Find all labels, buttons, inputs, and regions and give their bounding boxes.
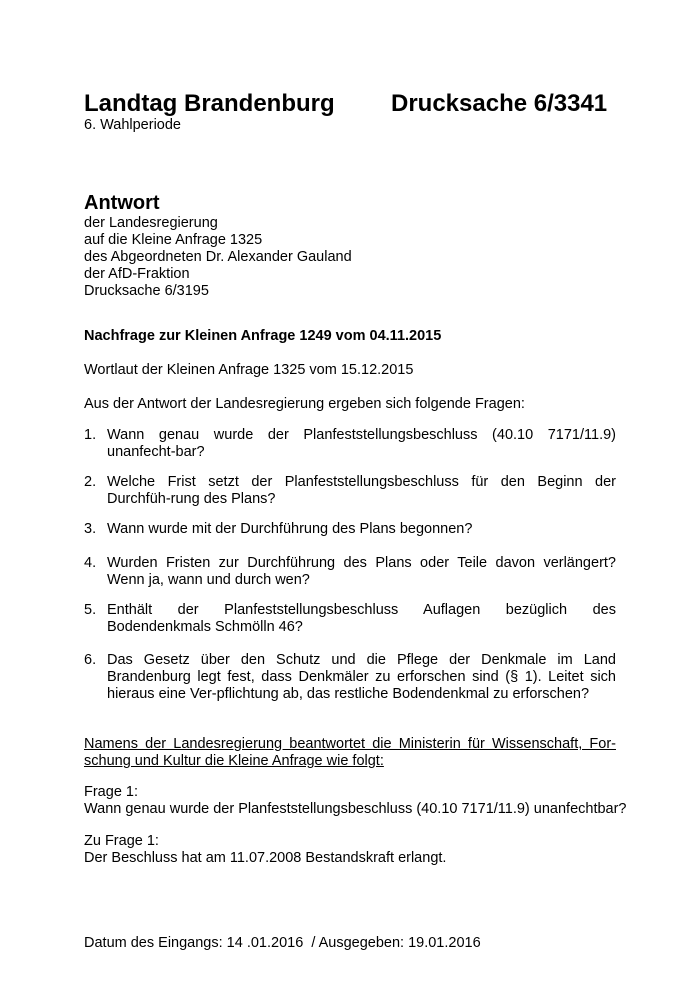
list-item xyxy=(84,521,616,538)
list-item-number: 6. xyxy=(84,652,97,668)
answer-line: des Abgeordneten Dr. Alexander Gauland xyxy=(84,249,352,265)
list-item-number: 4. xyxy=(84,555,97,571)
drucksache-number: Drucksache 6/3341 xyxy=(391,90,608,117)
zu-frage-1-text: Der Beschluss hat am 11.07.2008 Bestandskraft erlangt. xyxy=(84,850,447,866)
list-item-number: 3. xyxy=(84,521,97,537)
frage-1-label: Frage 1: xyxy=(84,784,138,800)
wording-intro: Wortlaut der Kleinen Anfrage 1325 vom 15.12.2015 xyxy=(84,362,414,378)
answer-intro: Namens der Landesregierung beantwortet die Ministerin für Wissenschaft, For-schung und Kultur die Kleine Anfrage wie folgt: xyxy=(84,736,616,769)
footer-dates: Datum des Eingangs: 14 .01.2016 / Ausgegeben: 19.01.2016 xyxy=(84,935,481,951)
list-item-text: Wurden Fristen zur Durchführung des Plans oder Teile davon verlängert? Wenn ja, wann und durch wen? xyxy=(107,555,616,588)
list-item xyxy=(84,652,616,703)
answer-line: Drucksache 6/3195 xyxy=(84,283,209,299)
answer-line: der AfD-Fraktion xyxy=(84,266,190,282)
answer-heading: Antwort xyxy=(84,192,160,214)
list-item-number: 2. xyxy=(84,474,97,490)
subject-line: Nachfrage zur Kleinen Anfrage 1249 vom 04.11.2015 xyxy=(84,328,442,344)
zu-frage-1-label: Zu Frage 1: xyxy=(84,833,159,849)
list-item-number: 1. xyxy=(84,427,97,443)
wahlperiode: 6. Wahlperiode xyxy=(84,117,181,133)
list-item-text: Wann wurde mit der Durchführung des Plans begonnen? xyxy=(107,521,473,537)
questions-intro: Aus der Antwort der Landesregierung ergeben sich folgende Fragen: xyxy=(84,396,525,412)
parliament-title: Landtag Brandenburg xyxy=(84,90,335,117)
list-item-number: 5. xyxy=(84,602,97,618)
list-item-text: Welche Frist setzt der Planfeststellungsbeschluss für den Beginn der Durchfüh-rung des Plans? xyxy=(107,474,616,507)
answer-line: der Landesregierung xyxy=(84,215,218,231)
frage-1-text: Wann genau wurde der Planfeststellungsbeschluss (40.10 7171/11.9) unanfechtbar? xyxy=(84,801,627,817)
list-item-text: Wann genau wurde der Planfeststellungsbeschluss (40.10 7171/11.9) unanfecht-bar? xyxy=(107,427,616,460)
answer-line: auf die Kleine Anfrage 1325 xyxy=(84,232,263,248)
list-item xyxy=(84,427,616,461)
list-item-text: Das Gesetz über den Schutz und die Pflege der Denkmale im Land Brandenburg legt fest, dass Denkmäler zu erforschen sind (§ 1). Leitet sich hieraus eine Ver-pflichtung ab, das restliche Bodendenkmal zu erforschen? xyxy=(107,652,616,702)
list-item xyxy=(84,602,616,636)
list-item xyxy=(84,555,616,589)
list-item-text: Enthält der Planfeststellungsbeschluss Auflagen bezüglich des Bodendenkmals Schmölln 46? xyxy=(107,602,616,635)
list-item xyxy=(84,474,616,508)
